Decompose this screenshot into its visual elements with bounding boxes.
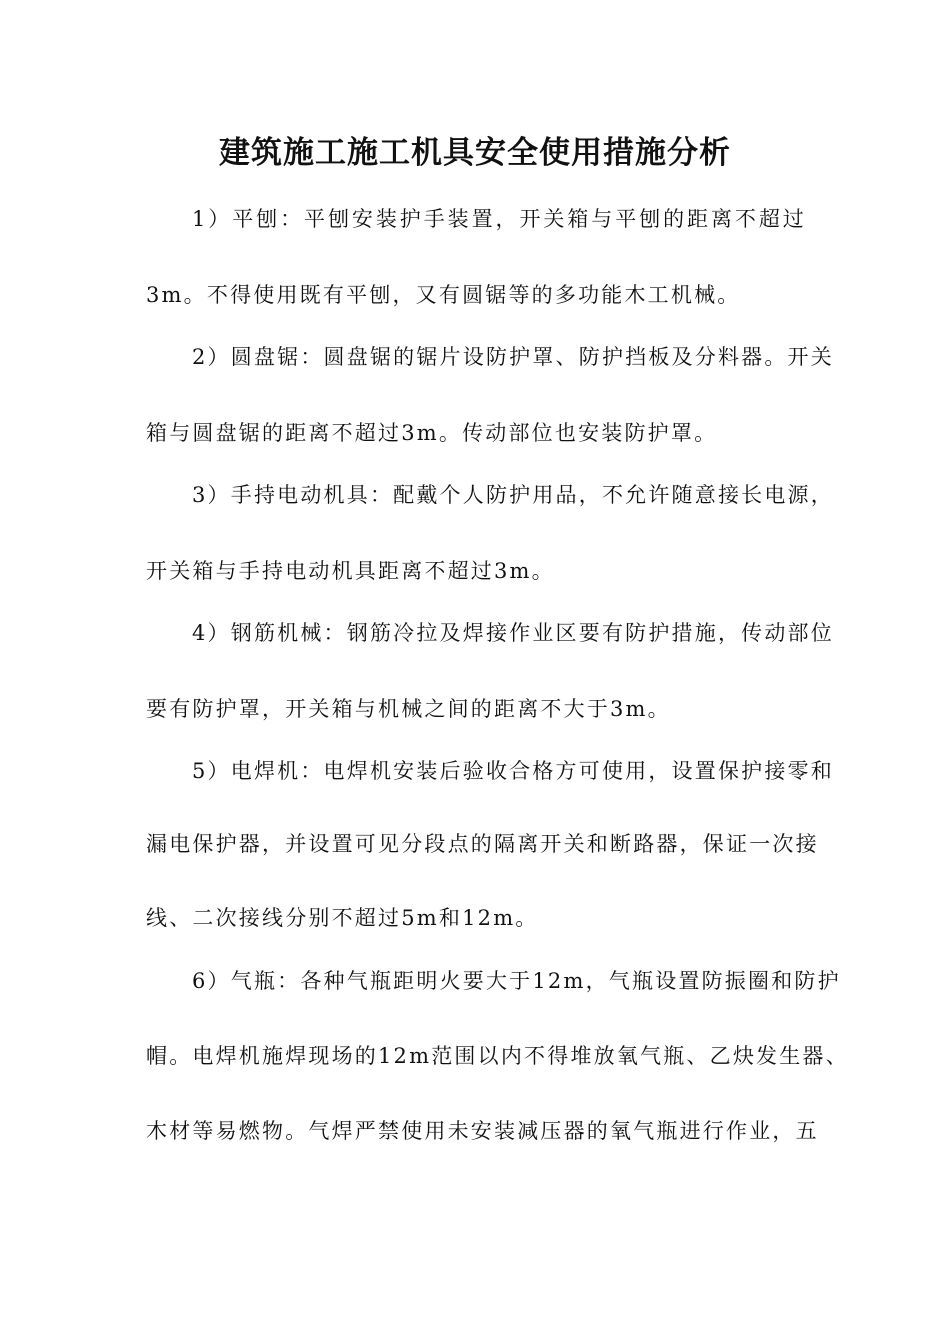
- document-title: 建筑施工施工机具安全使用措施分析: [219, 135, 731, 171]
- paragraph-3-line-2: 开关箱与手持电动机具距离不超过3m。: [146, 559, 555, 583]
- paragraph-3-line-1: 3）手持电动机具：配戴个人防护用品，不允许随意接长电源，: [192, 483, 834, 507]
- paragraph-5-line-2: 漏电保护器，并设置可见分段点的隔离开关和断路器，保证一次接: [146, 832, 819, 856]
- paragraph-2-line-2: 箱与圆盘锯的距离不超过3m。传动部位也安装防护罩。: [146, 421, 718, 445]
- paragraph-4-line-2: 要有防护罩，开关箱与机械之间的距离不大于3m。: [146, 697, 671, 721]
- paragraph-1-line-2: 3m。不得使用既有平刨，又有圆锯等的多功能木工机械。: [146, 283, 741, 307]
- paragraph-1-line-1: 1）平刨：平刨安装护手装置，开关箱与平刨的距离不超过: [192, 207, 806, 231]
- paragraph-4-line-1: 4）钢筋机械：钢筋冷拉及焊接作业区要有防护措施，传动部位: [192, 621, 834, 645]
- paragraph-6-line-2: 帽。电焊机施焊现场的12m范围以内不得堆放氧气瓶、乙炔发生器、: [146, 1044, 849, 1068]
- paragraph-6-line-1: 6）气瓶：各种气瓶距明火要大于12m，气瓶设置防振圈和防护: [192, 969, 841, 993]
- paragraph-5-line-3: 线、二次接线分别不超过5m和12m。: [146, 906, 539, 930]
- paragraph-2-line-1: 2）圆盘锯：圆盘锯的锯片设防护罩、防护挡板及分料器。开关: [192, 345, 834, 369]
- paragraph-6-line-3: 木材等易燃物。气焊严禁使用未安装减压器的氧气瓶进行作业，五: [146, 1119, 819, 1143]
- paragraph-5-line-1: 5）电焊机：电焊机安装后验收合格方可使用，设置保护接零和: [192, 759, 834, 783]
